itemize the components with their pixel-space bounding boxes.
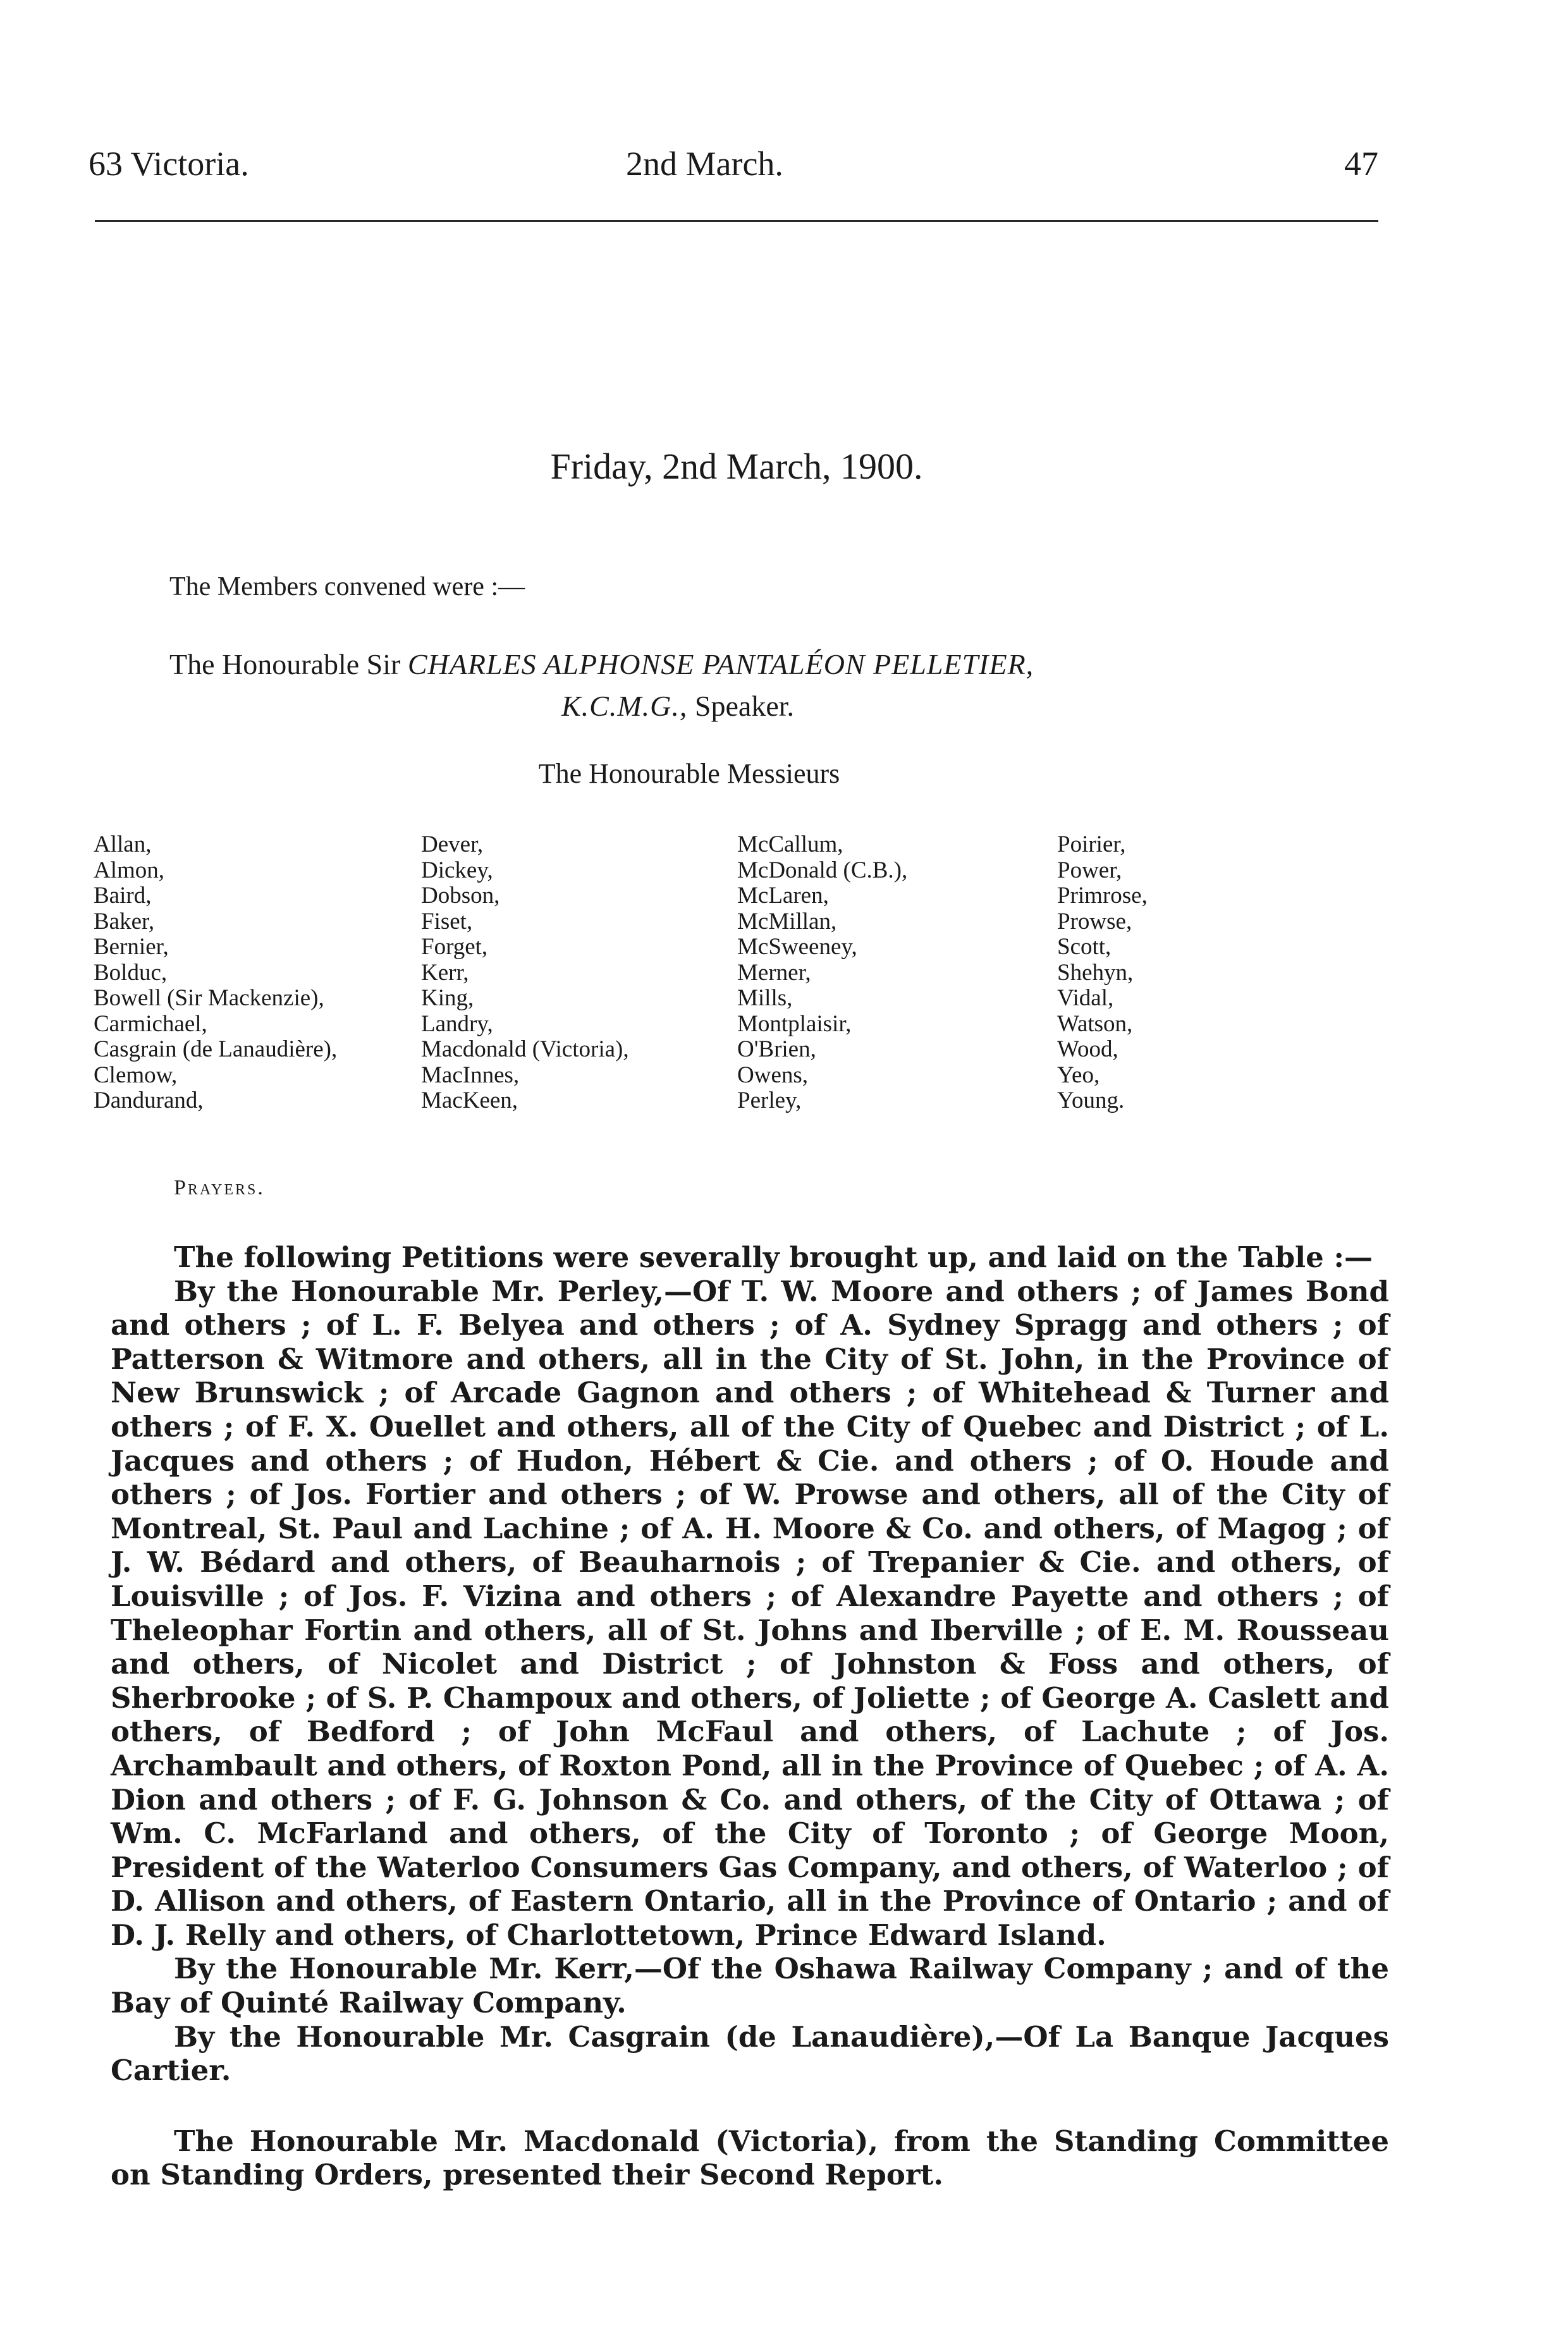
member-name: Dandurand,: [94, 1087, 204, 1113]
member-name: King,: [421, 985, 474, 1011]
member-name: Prowse,: [1057, 908, 1132, 934]
date-label: 2nd March.: [626, 145, 783, 183]
member-name: Yeo,: [1057, 1062, 1100, 1088]
members-column-2: [421, 832, 629, 1114]
member-name: Bernier,: [94, 934, 169, 960]
paragraph-casgrain-petitions: By the Honourable Mr. Casgrain (de Lanaudière),—Of La Banque Jacques Cartier.: [111, 2019, 1389, 2088]
member-name: Merner,: [737, 959, 811, 986]
member-name: Almon,: [94, 857, 165, 883]
member-name: Baker,: [94, 908, 155, 934]
speaker-line-2: [169, 685, 1358, 727]
member-name: Dickey,: [421, 857, 493, 883]
speaker-title: Speaker.: [694, 690, 795, 722]
member-name: MacKeen,: [421, 1087, 518, 1113]
member-name: McMillan,: [737, 908, 837, 934]
speaker-name: CHARLES ALPHONSE PANTALÉON PELLETIER,: [407, 648, 1034, 680]
member-name: Primrose,: [1057, 883, 1148, 909]
prayers-heading: Prayers.: [174, 1176, 265, 1199]
session-label: 63 Victoria.: [89, 145, 249, 183]
member-name: McSweeney,: [737, 934, 857, 960]
member-name: O'Brien,: [737, 1036, 816, 1062]
members-column-1: [94, 832, 337, 1114]
running-head: [89, 144, 1378, 188]
intro-text: The Members convened were :—: [169, 572, 525, 601]
member-name: Dobson,: [421, 883, 500, 909]
member-name: Macdonald (Victoria),: [421, 1036, 629, 1062]
member-name: Baird,: [94, 883, 152, 909]
speaker-prefix: The Honourable Sir: [169, 648, 401, 680]
member-name: MacInnes,: [421, 1062, 520, 1088]
member-name: Vidal,: [1057, 985, 1114, 1011]
member-name: Casgrain (de Lanaudière),: [94, 1036, 338, 1062]
member-name: Fiset,: [421, 908, 473, 934]
member-name: Shehyn,: [1057, 959, 1134, 986]
speaker-honours: K.C.M.G.,: [561, 690, 688, 722]
speaker-line-1: [169, 644, 1358, 685]
member-name: McDonald (C.B.),: [737, 857, 908, 883]
member-name: Bowell (Sir Mackenzie),: [94, 985, 324, 1011]
member-name: Clemow,: [94, 1062, 178, 1088]
header-rule: [95, 220, 1378, 222]
page-number: 47: [1344, 145, 1378, 183]
member-name: Perley,: [737, 1087, 802, 1113]
member-name: Bolduc,: [94, 959, 168, 986]
members-column-3: [737, 832, 907, 1114]
messieurs-heading: The Honourable Messieurs: [538, 758, 840, 789]
paragraph-committee-report: The Honourable Mr. Macdonald (Victoria), from the Standing Committee on Standing Orders, presented their Second Report.: [111, 2124, 1389, 2192]
member-name: Allan,: [94, 831, 152, 857]
paragraph-perley-petitions: By the Honourable Mr. Perley,—Of T. W. Moore and others ; of James Bond and others ; of L. F. Belyea and others ; of A. Sydney Spragg and others ; of Patterson & Witmore and others, all in the City of St. John, in the Province of New Brunswick ; of Arcade Gagnon and others ; of Whitehead & Turner and others ; of F. X. Ouellet and others, all of the City of Quebec and District ; of L. Jacques and others ; of Hudon, Hébert & Cie. and others ; of O. Houde and others ; of Jos. Fortier and others ; of W. Prowse and others, all of the City of Montreal, St. Paul and Lachine ; of A. H. Moore & Co. and others, of Magog ; of J. W. Bédard and others, of Beauharnois ; of Trepanier & Cie. and others, of Louisville ; of Jos. F. Vizina and others ; of Alexandre Payette and others ; of Theleophar Fortin and others, all of St. Johns and Iberville ; of E. M. Rousseau and others, of Nicolet and District ; of Johnston & Foss and others, of Sherbrooke ; of S. P. Champoux and others, of Joliette ; of George A. Caslett and others, of Bedford ; of John McFaul and others, of Lachute ; of Jos. Archambault and others, of Roxton Pond, all in the Province of Quebec ; of A. A. Dion and others ; of F. G. Johnson & Co. and others, of the City of Ottawa ; of Wm. C. McFarland and others, of the City of Toronto ; of George Moon, President of the Waterloo Consumers Gas Company, and others, of Waterloo ; of D. Allison and others, of Eastern Ontario, all in the Province of Ontario ; and of D. J. Relly and others, of Charlottetown, Prince Edward Island.: [111, 1274, 1389, 1952]
member-name: Dever,: [421, 831, 484, 857]
member-name: Carmichael,: [94, 1010, 207, 1037]
member-name: Scott,: [1057, 934, 1112, 960]
member-name: Poirier,: [1057, 831, 1126, 857]
speaker-block: [169, 644, 1358, 727]
member-name: Landry,: [421, 1010, 493, 1037]
member-name: Power,: [1057, 857, 1122, 883]
member-name: Mills,: [737, 985, 793, 1011]
member-name: Owens,: [737, 1062, 809, 1088]
member-name: McCallum,: [737, 831, 843, 857]
member-name: Montplaisir,: [737, 1010, 852, 1037]
proceedings-text: [111, 1241, 1389, 2192]
members-column-4: [1057, 832, 1148, 1114]
member-name: Watson,: [1057, 1010, 1133, 1037]
member-name: McLaren,: [737, 883, 829, 909]
paragraph-petitions-intro: The following Petitions were severally brought up, and laid on the Table :—: [174, 1241, 1373, 1274]
member-name: Young.: [1057, 1087, 1125, 1113]
member-name: Kerr,: [421, 959, 469, 986]
paragraph-kerr-petitions: By the Honourable Mr. Kerr,—Of the Oshawa Railway Company ; and of the Bay of Quinté Railway Company.: [111, 1952, 1389, 2020]
date-heading: Friday, 2nd March, 1900.: [550, 446, 923, 487]
member-name: Wood,: [1057, 1036, 1118, 1062]
member-name: Forget,: [421, 934, 488, 960]
